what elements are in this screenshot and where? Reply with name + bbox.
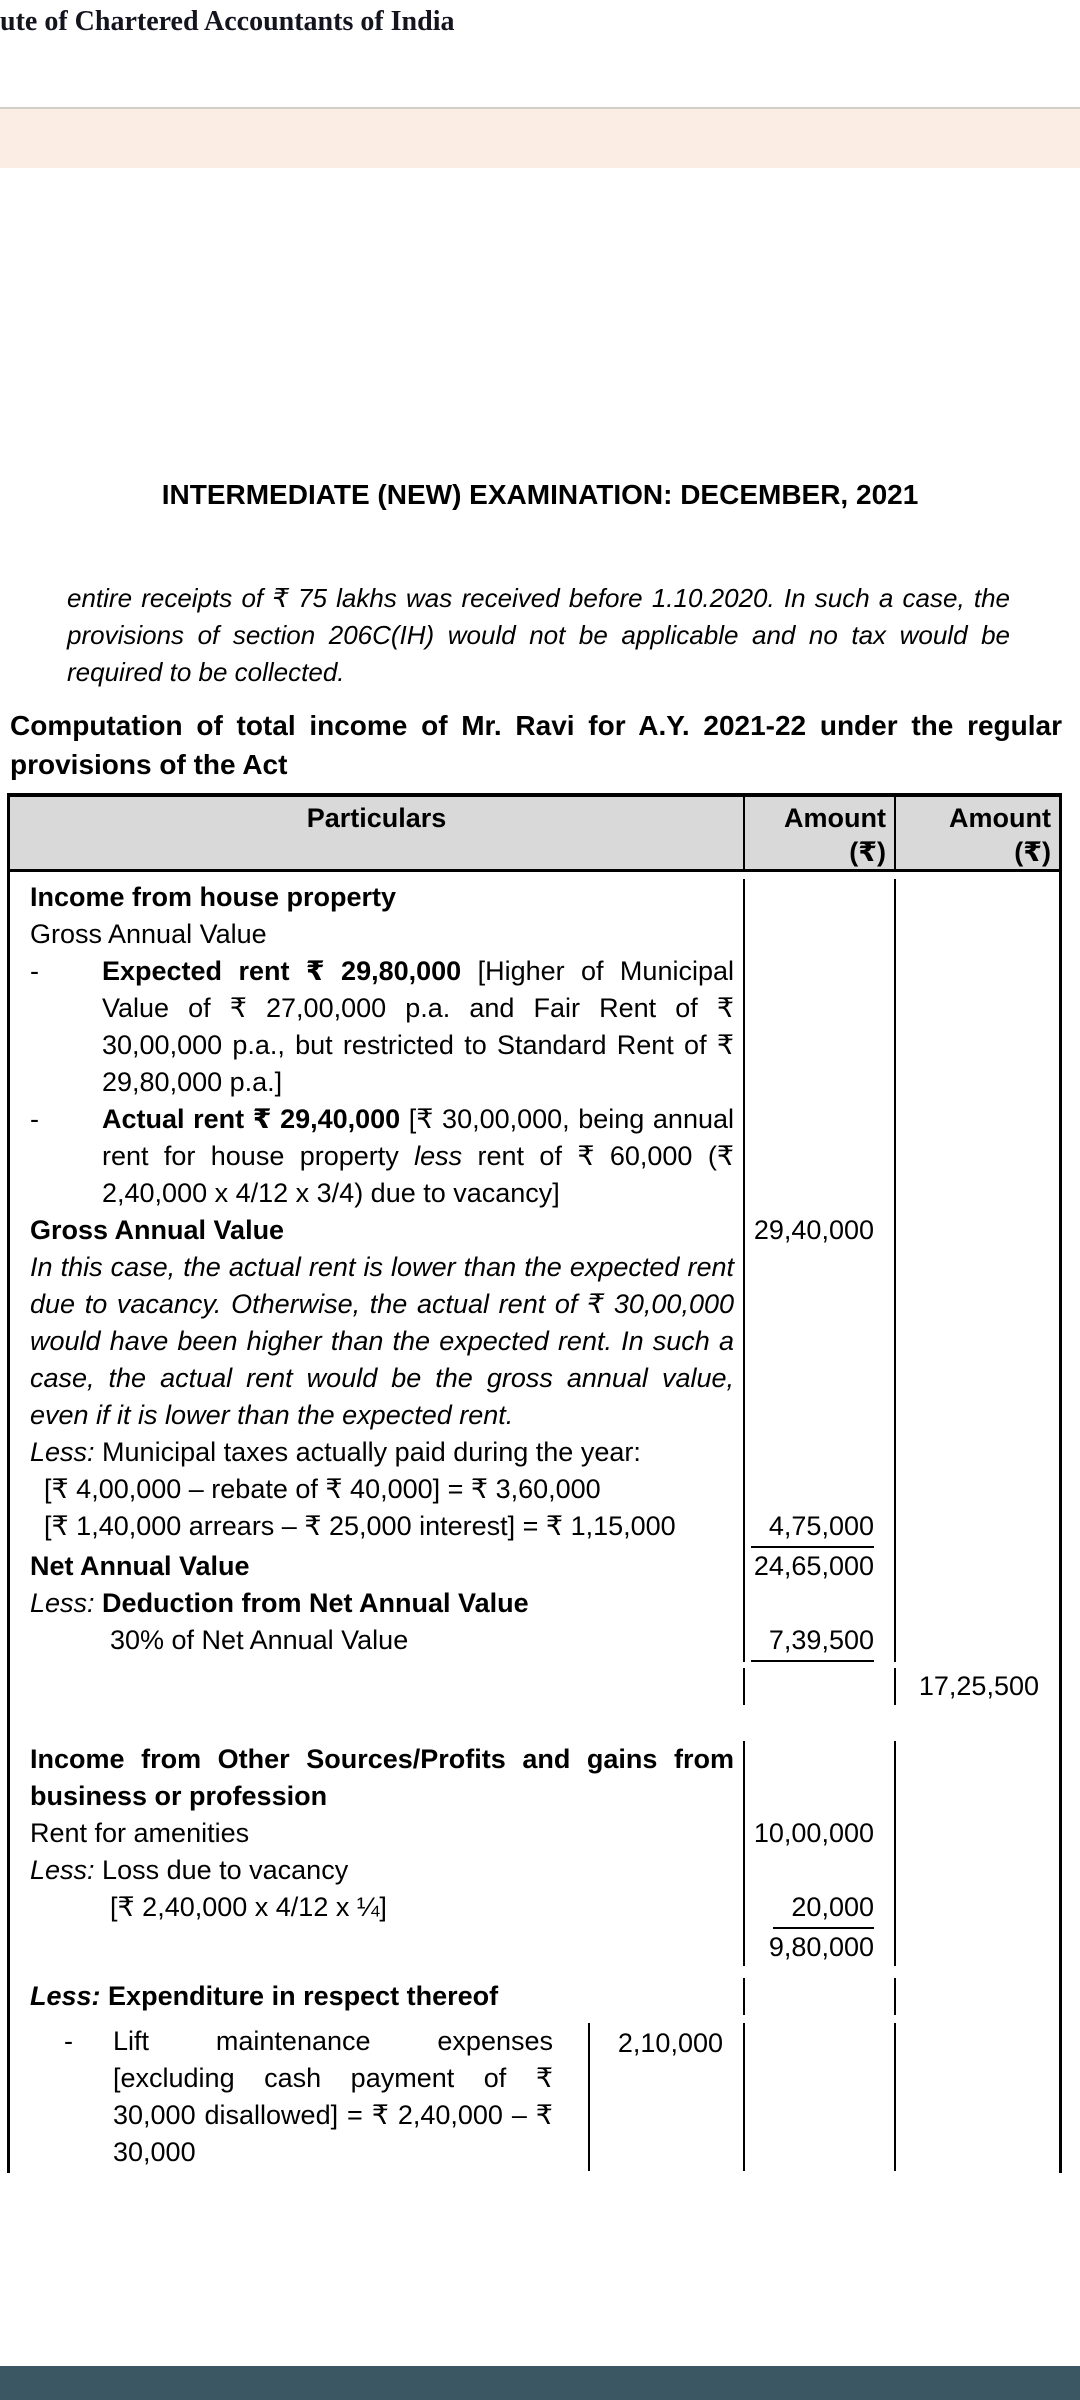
table-header-row xyxy=(10,797,1059,872)
computation-heading: Computation of total income of Mr. Ravi for A.Y. 2021-22 under the regular provisions of the Act xyxy=(10,710,1062,780)
table-row xyxy=(10,1668,1059,1705)
table-row xyxy=(10,1929,1059,1966)
table-row xyxy=(10,1212,1059,1249)
particulars-cell xyxy=(10,1471,745,1508)
amount-col2-cell xyxy=(896,1212,1059,1249)
table-row xyxy=(10,953,1059,1101)
text-segment: Less: xyxy=(30,1855,95,1885)
particulars-text xyxy=(30,1852,734,1889)
computation-table xyxy=(7,793,1062,2173)
amount-col1-cell xyxy=(745,1852,896,1889)
particulars-cell xyxy=(10,1815,745,1852)
text-segment: rent of ₹ 60,000 (₹ 2,40,000 x 4/12 x 3/4) due to vacancy] xyxy=(102,1141,734,1208)
amount-col1-cell xyxy=(745,953,896,1101)
text-segment: Less: xyxy=(30,1588,95,1618)
amount-col2-cell xyxy=(896,1668,1059,1705)
text-segment: Less: xyxy=(30,1437,95,1467)
particulars-cell xyxy=(10,1585,745,1622)
text-segment: Rent for amenities xyxy=(30,1818,250,1848)
text-segment: [₹ 30,00,000, being annual rent for house property xyxy=(102,1104,734,1171)
particulars-text xyxy=(30,1978,734,2015)
intro-paragraph: entire receipts of ₹ 75 lakhs was received before 1.10.2020. In such a case, the provisions of section 206C(IH) would not be applicable and no tax would be required to be collected. xyxy=(67,583,1010,687)
bullet-dash: - xyxy=(64,2026,73,2056)
amount-col2-cell xyxy=(896,1929,1059,1966)
table-row xyxy=(10,2023,1059,2171)
particulars-cell xyxy=(10,1548,745,1585)
bullet-dash: - xyxy=(30,1104,39,1134)
amount-col1-cell xyxy=(745,916,896,953)
app-titlebar xyxy=(0,6,454,38)
amount-col1-cell xyxy=(745,879,896,916)
table-row xyxy=(10,1585,1059,1622)
particulars-cell xyxy=(10,879,745,916)
amount-col1-cell xyxy=(745,1929,896,1966)
table-row xyxy=(10,1548,1059,1585)
amount-col2-cell xyxy=(896,1978,1059,2015)
amount-value: 17,25,500 xyxy=(918,1671,1039,1701)
text-segment: Income from Other Sources/Profits and gains from business or profession xyxy=(30,1744,734,1811)
particulars-cell xyxy=(10,1889,745,1929)
text-segment: Actual rent ₹ 29,40,000 xyxy=(102,1104,401,1134)
text-segment: Loss due to vacancy xyxy=(94,1855,349,1885)
amount-col2-cell xyxy=(896,2023,1059,2171)
exam-heading: INTERMEDIATE (NEW) EXAMINATION: DECEMBER, 2021 xyxy=(161,479,919,510)
particulars-text xyxy=(30,1508,734,1545)
table-row xyxy=(10,1889,1059,1929)
amount-col2-cell xyxy=(896,1508,1059,1548)
amount-value: 20,000 xyxy=(773,1889,874,1929)
table-row xyxy=(10,879,1059,916)
text-segment: Expected rent ₹ 29,80,000 xyxy=(102,956,462,986)
table-row xyxy=(10,1741,1059,1815)
amount-col2-cell xyxy=(896,1471,1059,1508)
amount-col2-cell xyxy=(896,1101,1059,1212)
particulars-cell xyxy=(10,2023,745,2171)
particulars-text xyxy=(30,1741,734,1815)
table-row xyxy=(10,1852,1059,1889)
amount-value: 29,40,000 xyxy=(753,1215,874,1245)
text-segment: less xyxy=(414,1141,463,1171)
particulars-text xyxy=(102,953,734,1101)
text-segment: [₹ 4,00,000 – rebate of ₹ 40,000] = ₹ 3,60,000 xyxy=(44,1474,601,1504)
amount-col2-cell xyxy=(896,953,1059,1101)
table-row xyxy=(10,1471,1059,1508)
table-row xyxy=(10,1434,1059,1471)
table-row xyxy=(10,1978,1059,2015)
particulars-text xyxy=(30,1434,734,1471)
amount-col1-cell xyxy=(745,1668,896,1705)
particulars-text xyxy=(30,879,734,916)
amount-col2-cell xyxy=(896,1852,1059,1889)
amount-col1-cell xyxy=(745,1434,896,1471)
amount-col2-cell xyxy=(896,879,1059,916)
amount-col1-cell xyxy=(745,1212,896,1249)
amount-value: 2,10,000 xyxy=(617,2028,723,2058)
text-segment: Less: xyxy=(30,1981,101,2011)
header-amount-label: Amount xyxy=(784,803,886,833)
particulars-text xyxy=(30,1889,734,1926)
particulars-cell xyxy=(10,1852,745,1889)
amount-value: 24,65,000 xyxy=(753,1551,874,1581)
text-segment: In this case, the actual rent is lower than the expected rent due to vacancy. Otherwise, the actual rent of ₹ 30,00,000 would have been higher than the expected rent. In such a case, the actual rent would be the gross annual value, even if it is lower than the expected rent. xyxy=(30,1252,734,1430)
bullet-dash: - xyxy=(30,956,39,986)
particulars-cell xyxy=(10,1668,745,1705)
text-segment: [₹ 1,40,000 arrears – ₹ 25,000 interest] = ₹ 1,15,000 xyxy=(44,1511,676,1541)
text-segment: Income from house property xyxy=(30,882,397,912)
amount-col2-cell xyxy=(896,1622,1059,1662)
document-title-text: ute of Chartered Accountants of India xyxy=(0,6,455,37)
amount-col1-cell xyxy=(745,2023,896,2171)
particulars-cell xyxy=(10,1101,745,1212)
text-segment: Net Annual Value xyxy=(30,1551,250,1581)
text-segment: Expenditure in respect thereof xyxy=(100,1981,499,2011)
particulars-text xyxy=(30,1622,734,1659)
header-amount-2 xyxy=(896,797,1059,869)
text-segment: [₹ 2,40,000 x 4/12 x ¼] xyxy=(110,1892,387,1922)
table-row xyxy=(10,1815,1059,1852)
particulars-text xyxy=(30,1471,734,1508)
header-currency-label: (₹) xyxy=(1014,837,1051,867)
amount-col2-cell xyxy=(896,916,1059,953)
text-segment: [Higher of Municipal Value of ₹ 27,00,000 p.a. and Fair Rent of ₹ 30,00,000 p.a., but restricted to Standard Rent of ₹ 29,80,000 p.a.] xyxy=(102,956,734,1097)
amount-col2-cell xyxy=(896,1548,1059,1585)
header-amount-label: Amount xyxy=(949,803,1051,833)
table-row xyxy=(10,1622,1059,1662)
header-amount-1 xyxy=(745,797,896,869)
amount-col1-cell xyxy=(745,1889,896,1929)
particulars-cell xyxy=(10,1212,745,1249)
amount-col1-cell xyxy=(745,1471,896,1508)
particulars-cell xyxy=(10,1508,745,1548)
particulars-text xyxy=(102,1101,734,1212)
amount-col1-cell xyxy=(745,1548,896,1585)
amount-col1-cell xyxy=(745,1101,896,1212)
table-row xyxy=(10,1249,1059,1434)
particulars-cell xyxy=(10,1622,745,1662)
amount-col2-cell xyxy=(896,1889,1059,1929)
amount-col2-cell xyxy=(896,1249,1059,1434)
amount-col1-cell xyxy=(745,1815,896,1852)
text-segment: Gross Annual Value xyxy=(30,919,267,949)
particulars-cell xyxy=(10,1978,745,2015)
particulars-cell xyxy=(10,916,745,953)
text-segment: Lift maintenance expenses [excluding cash payment of ₹ 30,000 disallowed] = ₹ 2,40,000 – ₹ 30,000 xyxy=(113,2026,553,2167)
table-body xyxy=(10,872,1059,2173)
text-segment: Municipal taxes actually paid during the year: xyxy=(94,1437,641,1467)
text-segment: 30% of Net Annual Value xyxy=(110,1625,409,1655)
table-row xyxy=(10,1101,1059,1212)
particulars-text xyxy=(30,916,734,953)
amount-value: 10,00,000 xyxy=(753,1818,874,1848)
amount-col2-cell xyxy=(896,1741,1059,1815)
particulars-text xyxy=(30,1548,734,1585)
sub-amount-cell xyxy=(588,2023,743,2171)
particulars-cell xyxy=(10,1249,745,1434)
bullet-line xyxy=(30,1101,734,1212)
particulars-cell xyxy=(10,1929,745,1966)
amount-col1-cell xyxy=(745,1585,896,1622)
amount-col2-cell xyxy=(896,1585,1059,1622)
table-row xyxy=(10,1508,1059,1548)
amount-col1-cell xyxy=(745,1249,896,1434)
amount-value: 9,80,000 xyxy=(768,1932,874,1962)
particulars-cell xyxy=(10,1434,745,1471)
amount-col1-cell xyxy=(745,1508,896,1548)
particulars-text xyxy=(30,1815,734,1852)
particulars-cell xyxy=(10,953,745,1101)
particulars-text xyxy=(30,1585,734,1622)
text-segment: Gross Annual Value xyxy=(30,1215,285,1245)
particulars-cell xyxy=(10,1741,745,1815)
bottom-navigation-bar xyxy=(0,2366,1080,2400)
amount-col2-cell xyxy=(896,1434,1059,1471)
table-row xyxy=(10,916,1059,953)
amount-value: 7,39,500 xyxy=(751,1622,874,1662)
particulars-text xyxy=(30,1212,734,1249)
header-currency-label: (₹) xyxy=(849,837,886,867)
amount-col1-cell xyxy=(745,1978,896,2015)
amount-value: 4,75,000 xyxy=(751,1508,874,1548)
amount-col1-cell xyxy=(745,1741,896,1815)
text-segment: Deduction from Net Annual Value xyxy=(94,1588,529,1618)
particulars-text xyxy=(113,2023,553,2171)
amount-col2-cell xyxy=(896,1815,1059,1852)
particulars-text xyxy=(30,1249,734,1434)
amount-col1-cell xyxy=(745,1622,896,1662)
bullet-line xyxy=(30,953,734,1101)
toolbar-strip xyxy=(0,109,1080,168)
header-particulars: Particulars xyxy=(10,797,745,869)
